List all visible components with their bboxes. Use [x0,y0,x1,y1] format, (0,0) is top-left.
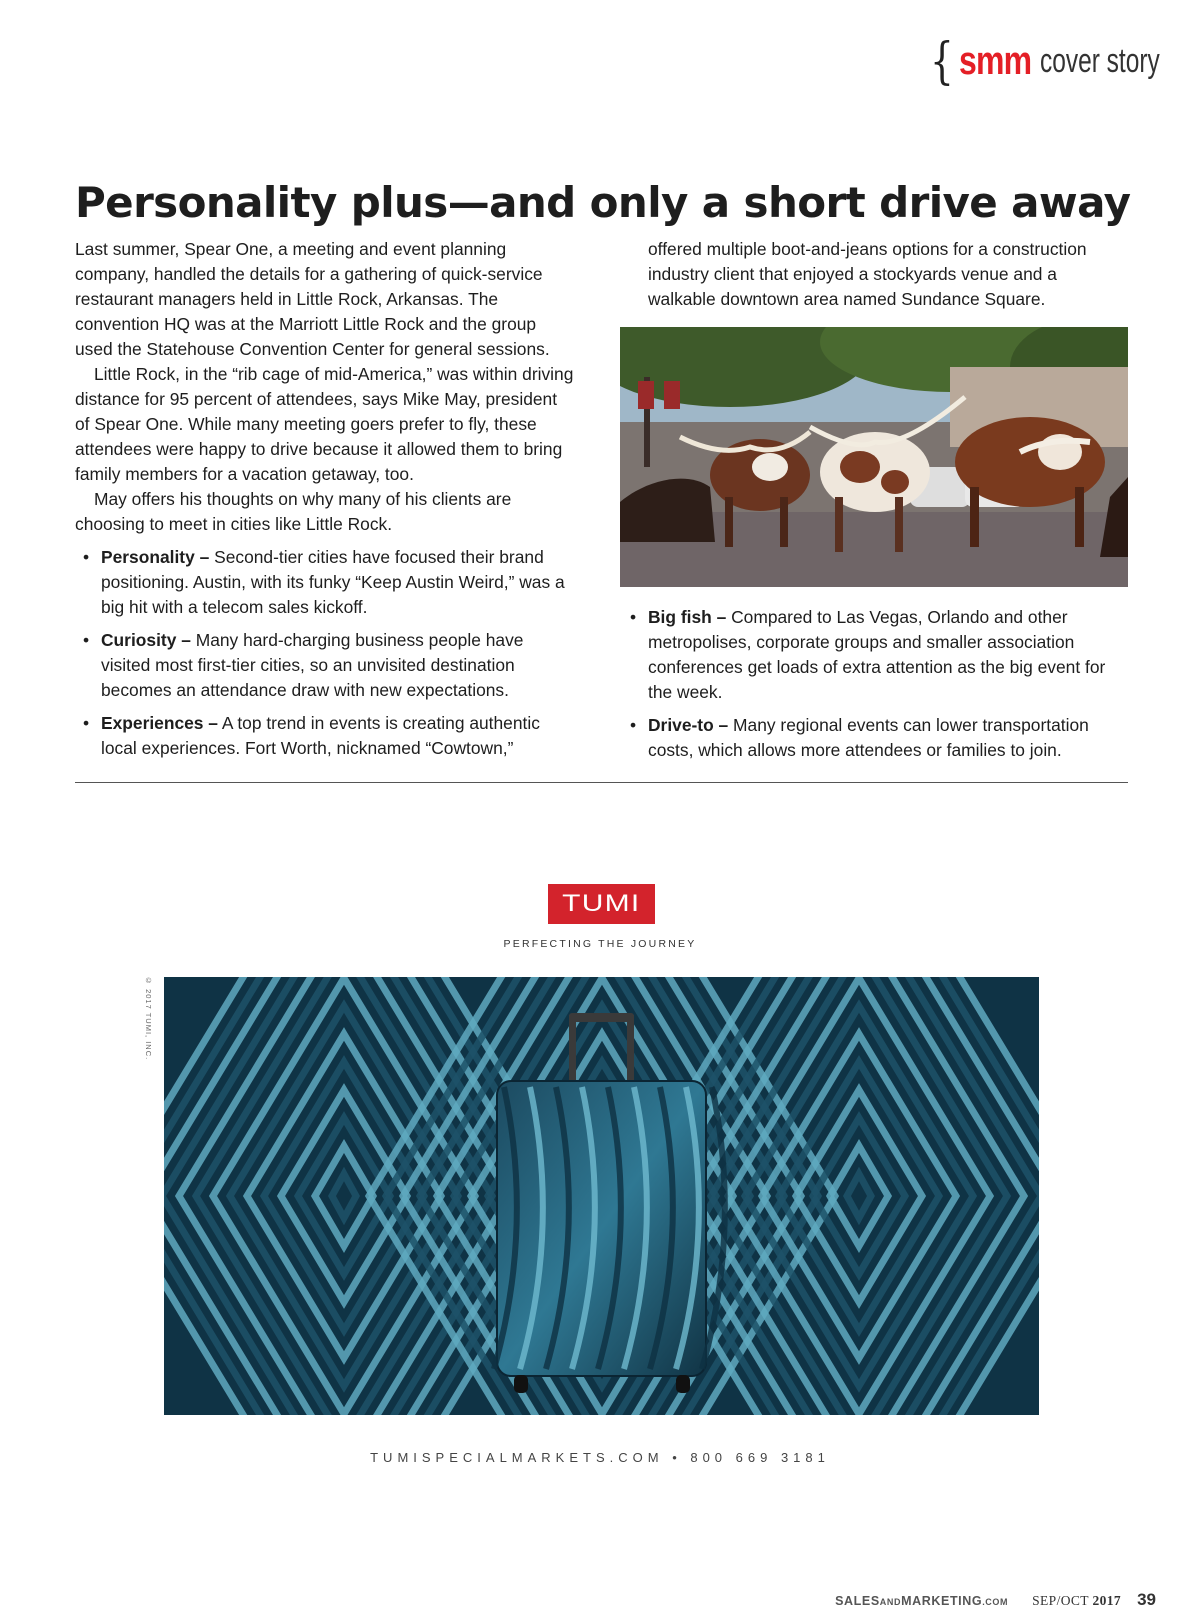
bullet-term: Drive-to – [648,715,729,735]
list-item [75,711,575,761]
article-paragraph: Last summer, Spear One, a meeting and event planning company, handled the details for a gathering of quick-service restaurant managers held in Little Rock, Arkansas. The convention HQ was at the Marriott Little Rock and the group used the Statehouse Convention Center for general sessions. [75,239,550,359]
page-footer [835,1590,1156,1610]
tumi-logo [548,884,655,924]
bullet-text: Many hard-charging business people have visited most first-tier cities, so an unvisited destination becomes an attendance draw with new expectations. [101,630,524,700]
article-paragraph: Little Rock, in the “rib cage of mid-America,” was within driving distance for 95 percent of attendees, says Mike May, president of Spear One. While many meeting goers prefer to fly, these attendees were happy to drive because it allowed them to bring family members for a vacation getaway, too. [75,364,574,484]
bullet-text: Many regional events can lower transportation costs, which allows more attendees or families to join. [648,715,1089,760]
trend-list [75,545,575,761]
issue-month: SEP/OCT [1032,1593,1089,1608]
list-item [75,628,575,703]
ad-tagline: PERFECTING THE JOURNEY [503,938,697,950]
issue-year: 2017 [1092,1593,1122,1608]
section-brace: { [929,32,954,90]
section-name: cover story [1039,41,1160,80]
luggage-pattern-illustration [164,977,1039,1415]
bullet-term: Curiosity – [101,630,191,650]
site-part: AND [879,1597,902,1607]
list-item [75,545,575,620]
bullet-text: A top trend in events is creating authentic local experiences. Fort Worth, nicknamed “Cowtown,” [101,713,540,758]
article-paragraph: May offers his thoughts on why many of his clients are choosing to meet in cities like Little Rock. [75,489,512,534]
luggage-ad-image [164,977,1039,1415]
article-headline: Personality plus—and only a short drive away [75,178,1131,227]
bullet-term: Experiences – [101,713,218,733]
site-part: .COM [982,1597,1009,1607]
article-right-column [648,237,1128,312]
magazine-brand: smm [959,38,1032,83]
site-part: SALES [835,1594,880,1608]
list-item [622,605,1127,705]
list-item [622,713,1127,763]
bullet-text: Second-tier cities have focused their brand positioning. Austin, with its funky “Keep Austin Weird,” was a big hit with a telecom sales kickoff. [101,547,565,617]
footer-website [835,1594,1008,1608]
article-right-bullets [622,605,1127,771]
footer-issue-date [1032,1593,1121,1609]
longhorn-cattle-photo [620,327,1128,587]
article-left-column [75,237,575,769]
tumi-logo-text: TUMI [562,890,641,917]
article-divider [75,782,1128,783]
bullet-term: Big fish – [648,607,727,627]
longhorn-cattle-illustration [620,327,1128,587]
article-paragraph: offered multiple boot-and-jeans options for a construction industry client that enjoyed a stockyards venue and a walkable downtown area named Sundance Square. [648,239,1087,309]
trend-list [622,605,1127,763]
ad-copyright: © 2017 TUMI, INC. [144,976,153,1061]
page-number: 39 [1137,1590,1156,1609]
bullet-term: Personality – [101,547,210,567]
ad-contact: TUMISPECIALMARKETS.COM • 800 669 3181 [370,1450,830,1465]
section-tag [926,32,1160,90]
bullet-text: Compared to Las Vegas, Orlando and other metropolises, corporate groups and smaller association conferences get loads of extra attention as the big event for the week. [648,607,1106,702]
site-part: MARKETING [901,1594,983,1608]
